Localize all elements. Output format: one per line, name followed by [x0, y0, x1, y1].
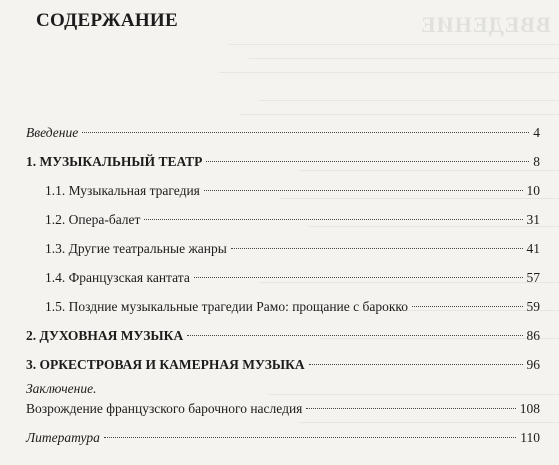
dot-leader — [82, 132, 529, 133]
toc-entry-label: 3. ОРКЕСТРОВАЯ И КАМЕРНАЯ МУЗЫКА — [26, 357, 305, 372]
toc-entry-label: Возрождение французского барочного наследия — [26, 401, 303, 416]
toc-entry-page: 57 — [526, 270, 540, 285]
toc-entry-chapter-3 — [26, 356, 540, 374]
dot-leader — [144, 219, 522, 220]
dot-leader — [194, 277, 523, 278]
toc-entry-page: 4 — [533, 125, 540, 140]
toc-entry-label: Введение — [26, 125, 79, 140]
toc-entry-page: 31 — [526, 212, 540, 227]
toc-entry-label: Литература — [26, 430, 100, 445]
toc-entry-label: 1. МУЗЫКАЛЬНЫЙ ТЕАТР — [26, 154, 203, 169]
toc-entry-section-1-3 — [45, 240, 540, 258]
toc-entry-section-1-1 — [45, 182, 540, 200]
toc-entry-label: 1.5. Поздние музыкальные трагедии Рамо: прощание с барокко — [45, 299, 409, 314]
toc-entry-chapter-2 — [26, 327, 540, 345]
page-title: СОДЕРЖАНИЕ — [36, 10, 178, 31]
toc-entry-section-1-4 — [45, 269, 540, 287]
toc-entry-label: 1.3. Другие театральные жанры — [45, 241, 227, 256]
dot-leader — [309, 364, 523, 365]
dot-leader — [206, 161, 529, 162]
toc-entry-page: 96 — [526, 357, 540, 372]
toc-entry-chapter-1 — [26, 153, 540, 171]
toc-entry-page: 41 — [526, 241, 540, 256]
toc-entry-page: 110 — [520, 430, 540, 445]
toc-entry-label: 1.4. Французская кантата — [45, 270, 190, 285]
toc-entry-conclusion-label: Заключение. — [26, 381, 97, 396]
dot-leader — [104, 437, 516, 438]
toc-entry-label: 1.1. Музыкальная трагедия — [45, 183, 200, 198]
toc-entry-page: 59 — [526, 299, 540, 314]
toc-entry-section-1-2 — [45, 211, 540, 229]
toc-entry-page: 108 — [519, 401, 540, 416]
toc-entry-introduction — [26, 124, 540, 142]
dot-leader — [306, 408, 515, 409]
toc-entry-label: 2. ДУХОВНАЯ МУЗЫКА — [26, 328, 184, 343]
dot-leader — [204, 190, 523, 191]
dot-leader — [187, 335, 522, 336]
toc-entry-bibliography — [26, 429, 540, 447]
dot-leader — [412, 306, 522, 307]
toc-entry-page: 8 — [533, 154, 540, 169]
toc-entry-page: 86 — [526, 328, 540, 343]
toc-entry-page: 10 — [526, 183, 540, 198]
dot-leader — [231, 248, 523, 249]
show-through-title: ВВЕДЕНИЕ — [420, 12, 551, 37]
toc-entry-conclusion — [26, 400, 540, 418]
toc-entry-label: 1.2. Опера-балет — [45, 212, 141, 227]
toc-entry-section-1-5 — [45, 298, 540, 316]
